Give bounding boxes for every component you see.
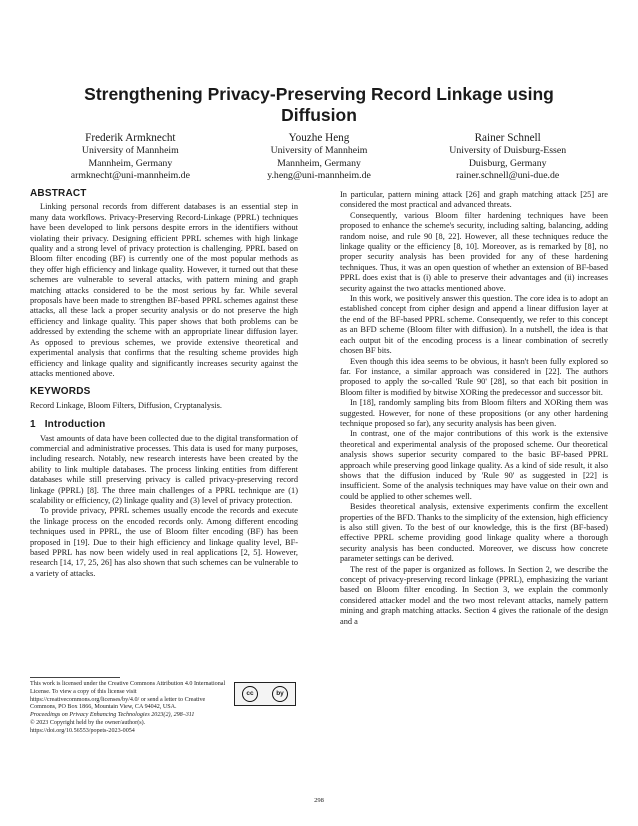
intro-paragraph-7: In [18], randomly sampling bits from Bloom filters and XORing them was suggested. However, for none of these propositions (or any other hardening technique proposed so far), any security analysis has been given. (340, 398, 608, 428)
author-affiliation: University of Mannheim (81, 145, 179, 156)
author-name: Frederik Armknecht (85, 132, 176, 144)
author-1 (36, 131, 225, 183)
author-email[interactable]: rainer.schnell@uni-due.de (456, 170, 560, 182)
intro-heading: 1 Introduction (30, 419, 106, 431)
proceedings-line: Proceedings on Privacy Enhancing Technologies 2023(2), 298–311 (30, 712, 195, 719)
intro-paragraph-8: In contrast, one of the major contributions of this work is the extensive theoretical and experimental analysis of the proposed scheme. Our theoretical analysis shows superior security compared to the basic BF-based PPRL approach while preserving good linkage quality. As a kind of side result, it also shows that the diffusion induced by 'Rule 90' as suggested in [22] is insufficient. Some of the analysis techniques may have value on their own and could be applied to other schemes well. (340, 429, 608, 501)
by-icon: by (272, 686, 288, 702)
author-2 (225, 131, 414, 183)
author-name: Youzhe Heng (288, 132, 350, 144)
doi-link[interactable]: https://doi.org/10.56553/popets-2023-0054 (30, 727, 135, 734)
author-location: Duisburg, Germany (468, 157, 547, 169)
copyright-line: © 2023 Copyright held by the owner/author(s). (30, 719, 146, 726)
keywords-text: Record Linkage, Bloom Filters, Diffusion, Cryptanalysis. (30, 400, 222, 410)
author-name: Rainer Schnell (474, 132, 541, 144)
abstract-heading: ABSTRACT (30, 188, 87, 199)
cc-icon: cc (242, 686, 258, 702)
license-text: This work is licensed under the Creative Commons Attribution 4.0 International License. To view a copy of this license visit https://creativecommons.org/licenses/by/4.0/ or send a letter to Creative Commons, PO Box 1866, Mountain View, CA 94042, USA. (30, 681, 226, 711)
left-column (30, 189, 298, 579)
author-affiliation: University of Duisburg-Essen (449, 145, 567, 156)
intro-paragraph-5: In this work, we positively answer this question. The core idea is to adopt an established concept from cipher design and append a linear diffusion layer at the end of the BF-based PPRL scheme. Consequently, we refer to this concept as an BFD scheme (Bloom filter with diffusion). In a nutshell, the idea is that each output bit of the encoding process is a linear combination of secretly chosen BF bits. (340, 294, 608, 356)
abstract-text: Linking personal records from different databases is an essential step in many data workflows. Privacy-Preserving Record-Linkage (PPRL) techniques have been developed to link persons despite errors in the identifiers without violating their privacy. Designing efficient PPRL schemes with high linkage quality and a strong level of privacy protection is challenging. PPRL based on Bloom filter encoding (BF) is currently one of the most popular methods as they offer high efficiency and linkage quality. However, it turned out that these schemes are vulnerable to several attacks, with pattern mining and graph matching attacks considered to be the most serious by far. While several proposals have been made to strengthen BF-based PPRL schemes against these attacks, all these lack a proper security analysis or do not preserve the high efficiency and linkage quality. This paper shows that both problems can be addressed by extending the scheme with an appropriate linear diffusion layer. As opposed to previous schemes, we provide extensive theoretical and experimental analysis that confirms that the resulting scheme provides high efficiency and linkage quality and significantly increases security against the attacks mentioned above. (30, 202, 298, 378)
intro-paragraph-2: To provide privacy, PPRL schemes usually encode the records and execute the linkage process on the encoded records only. Among different encoding techniques used in PPRL, the use of Bloom filter encoding (BF) has been proposed in [19]. Due to their high efficiency and linkage quality level, BF-based PPRL has now been widely used in real applications [2, 5]. However, research [14, 17, 25, 26] has also shown that such schemes can be vulnerable to a variety of attacks. (30, 506, 298, 578)
author-3 (413, 131, 602, 183)
paper-title: Strengthening Privacy-Preserving Record Linkage using Diffusion (84, 84, 554, 125)
author-email[interactable]: y.heng@uni-mannheim.de (267, 170, 371, 182)
intro-paragraph-4: Consequently, various Bloom filter hardening techniques have been proposed to enhance the scheme's security, including salting, balancing, adding random noise, and rule 90 [8, 22]. However, all these techniques reduce the linkage quality or the efficiency [8, 10]. Moreover, as is remarked by [8], no proper security analysis has been provided for any of these hardening techniques. Thus, it was an open question of whether an extension of BF-based PPRL does exist that is (i) able to preserve their advantages and (ii) increases security against the two attacks mentioned above. (340, 210, 608, 293)
intro-paragraph-1: Vast amounts of data have been collected due to the digital transformation of commercial and administrative processes. This data is used for many purposes, including research. Notably, new research interests have been created by the ability to link multiple databases. The process linking entities from different databases while still preserving privacy is called privacy-preserving record linkage (PPRL) [8]. The three main challenges of a PPRL technique are (1) scalability or efficiency, (2) linkage quality and (3) level of privacy protection. (30, 433, 298, 505)
intro-paragraph-10: The rest of the paper is organized as follows. In Section 2, we describe the concept of privacy-preserving record linkage (PPRL), emphasizing the variant based on Bloom filter encoding. In Section 3, we explain the commonly considered attacker model and the two most relevant attacks, namely pattern mining and graph matching attacks. Section 4 gives the rationale of the design and a (340, 564, 608, 626)
cc-by-badge-icon (234, 682, 296, 706)
intro-paragraph-3: In particular, pattern mining attack [26] and graph matching attack [25] are considered the most practical and advanced threats. (340, 190, 608, 210)
author-affiliation: University of Mannheim (270, 145, 368, 156)
author-location: Mannheim, Germany (277, 157, 361, 169)
author-location: Mannheim, Germany (88, 157, 173, 169)
intro-paragraph-9: Besides theoretical analysis, extensive experiments confirm the excellent properties of the BFD. Thanks to the simplicity of the extension, high efficiency is also still given. To the best of our knowledge, this is the first (BF-based) effective PPRL scheme providing good linkage quality where a thorough security analysis has been conducted. Moreover, we discuss how concrete parameter settings can be derived. (340, 502, 608, 564)
page-number: 298 (314, 797, 324, 804)
author-email[interactable]: armknecht@uni-mannheim.de (70, 170, 190, 182)
keywords-heading: KEYWORDS (30, 386, 91, 398)
right-column (340, 190, 608, 627)
author-block (36, 131, 602, 183)
footnote-rule (30, 677, 120, 678)
license-footnote (30, 677, 298, 736)
intro-paragraph-6: Even though this idea seems to be obvious, it hasn't been fully explored so far. For instance, a similar approach was considered in [22]. The authors proposed to apply the so-called 'Rule 90' [28], so that each bit position in Bloom filter is modified by bitwise XORing the predecessor and successor bit. (340, 356, 608, 397)
